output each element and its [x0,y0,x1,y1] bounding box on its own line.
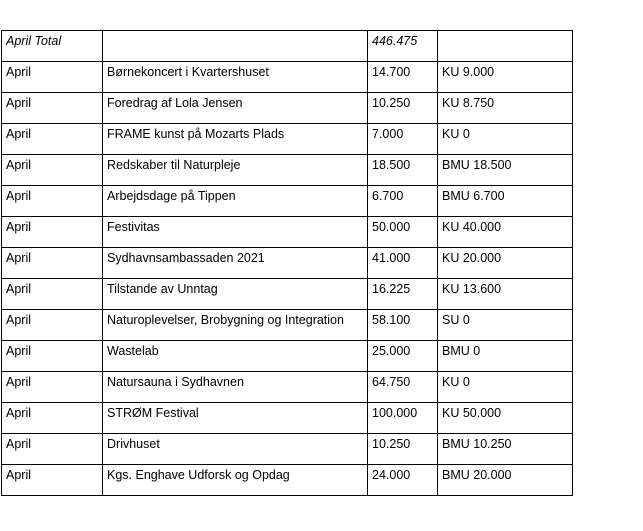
event-cell[interactable]: Sydhavnsambassaden 2021 [103,248,368,279]
month-cell[interactable]: April [2,403,103,434]
funding-cell[interactable] [438,31,573,62]
funding-cell[interactable]: KU 0 [438,372,573,403]
funding-cell[interactable]: KU 20.000 [438,248,573,279]
event-cell[interactable]: Festivitas [103,217,368,248]
month-cell[interactable]: April [2,248,103,279]
month-cell[interactable]: April [2,372,103,403]
month-cell[interactable]: April [2,186,103,217]
funding-cell[interactable]: BMU 20.000 [438,465,573,496]
event-cell[interactable]: STRØM Festival [103,403,368,434]
table-row [2,434,573,465]
table-row [2,341,573,372]
month-cell[interactable]: April [2,124,103,155]
event-cell[interactable]: Drivhuset [103,434,368,465]
amount-cell[interactable]: 446.475 [368,31,438,62]
funding-cell[interactable]: BMU 6.700 [438,186,573,217]
amount-cell[interactable]: 10.250 [368,93,438,124]
table-row [2,372,573,403]
month-cell[interactable]: April [2,341,103,372]
event-cell[interactable]: Wastelab [103,341,368,372]
event-cell[interactable]: Foredrag af Lola Jensen [103,93,368,124]
table-row [2,62,573,93]
month-cell[interactable]: April [2,155,103,186]
table-row [2,248,573,279]
month-cell[interactable]: April [2,217,103,248]
amount-cell[interactable]: 16.225 [368,279,438,310]
amount-cell[interactable]: 50.000 [368,217,438,248]
amount-cell[interactable]: 14.700 [368,62,438,93]
event-cell[interactable]: Naturoplevelser, Brobygning og Integration [103,310,368,341]
table-row [2,310,573,341]
amount-cell[interactable]: 18.500 [368,155,438,186]
amount-cell[interactable]: 64.750 [368,372,438,403]
amount-cell[interactable]: 25.000 [368,341,438,372]
month-cell[interactable]: April Total [2,31,103,62]
event-cell[interactable]: Redskaber til Naturpleje [103,155,368,186]
events-table [1,30,573,496]
event-cell[interactable] [103,31,368,62]
amount-cell[interactable]: 58.100 [368,310,438,341]
funding-cell[interactable]: KU 0 [438,124,573,155]
funding-cell[interactable]: KU 8.750 [438,93,573,124]
month-cell[interactable]: April [2,279,103,310]
month-cell[interactable]: April [2,310,103,341]
event-cell[interactable]: Tilstande av Unntag [103,279,368,310]
amount-cell[interactable]: 6.700 [368,186,438,217]
funding-cell[interactable]: BMU 18.500 [438,155,573,186]
event-cell[interactable]: Børnekoncert i Kvartershuset [103,62,368,93]
amount-cell[interactable]: 10.250 [368,434,438,465]
event-cell[interactable]: Arbejdsdage på Tippen [103,186,368,217]
total-row [2,31,573,62]
table-row [2,403,573,434]
funding-cell[interactable]: KU 50.000 [438,403,573,434]
table-row [2,124,573,155]
table-row [2,93,573,124]
month-cell[interactable]: April [2,465,103,496]
table-row [2,279,573,310]
table-row [2,155,573,186]
month-cell[interactable]: April [2,62,103,93]
event-cell[interactable]: FRAME kunst på Mozarts Plads [103,124,368,155]
month-cell[interactable]: April [2,434,103,465]
amount-cell[interactable]: 100.000 [368,403,438,434]
event-cell[interactable]: Kgs. Enghave Udforsk og Opdag [103,465,368,496]
event-cell[interactable]: Natursauna i Sydhavnen [103,372,368,403]
funding-cell[interactable]: BMU 10.250 [438,434,573,465]
table-row [2,217,573,248]
funding-cell[interactable]: BMU 0 [438,341,573,372]
table-row [2,465,573,496]
amount-cell[interactable]: 41.000 [368,248,438,279]
funding-cell[interactable]: KU 40.000 [438,217,573,248]
funding-cell[interactable]: KU 13.600 [438,279,573,310]
funding-cell[interactable]: SU 0 [438,310,573,341]
table-body [2,31,573,496]
amount-cell[interactable]: 24.000 [368,465,438,496]
amount-cell[interactable]: 7.000 [368,124,438,155]
funding-cell[interactable]: KU 9.000 [438,62,573,93]
table-row [2,186,573,217]
month-cell[interactable]: April [2,93,103,124]
